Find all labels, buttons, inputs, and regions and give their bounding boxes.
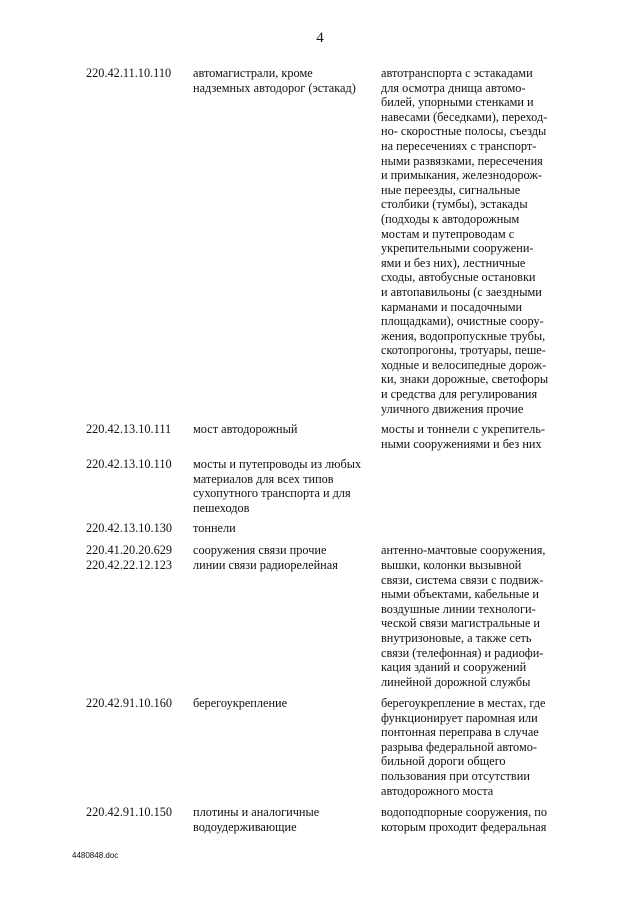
- row-description: [381, 696, 576, 798]
- text-line: и автопавильоны (с заездными: [381, 284, 542, 299]
- text-line: линии связи радиорелейная: [193, 558, 338, 572]
- table-row: [86, 422, 576, 457]
- text-line: ческой связи магистральные и: [381, 616, 541, 631]
- row-name: [193, 558, 381, 573]
- text-line: мостам и путепроводам с: [381, 226, 515, 241]
- row-name: [193, 805, 381, 834]
- text-line: функционирует паромная или: [381, 710, 538, 725]
- row-name: [193, 696, 381, 711]
- text-line: пешеходов: [193, 500, 250, 515]
- row-description: [381, 543, 576, 558]
- text-line: ными сооружениями и без них: [381, 436, 542, 451]
- text-line: воздушные линии технологи-: [381, 601, 536, 616]
- document-filename: 4480848.doc: [72, 851, 119, 860]
- text-line: ными объектами, кабельные и: [381, 587, 539, 602]
- text-line: укрепительными сооружени-: [381, 241, 534, 256]
- text-line: вышки, колонки вызывной: [381, 558, 522, 572]
- text-line: линейной дорожной службы: [381, 674, 531, 689]
- text-line: ки, знаки дорожные, светофоры: [381, 372, 549, 387]
- text-line: столбики (тумбы), эстакады: [381, 197, 528, 212]
- text-line: сходы, автобусные остановки: [381, 270, 536, 285]
- row-code: 220.42.22.12.123: [86, 558, 173, 572]
- row-name: [193, 66, 381, 95]
- text-line: автомагистрали, кроме: [193, 66, 313, 80]
- row-code: 220.42.13.10.111: [86, 422, 172, 436]
- text-line: плотины и аналогичные: [193, 805, 320, 819]
- row-code: 220.42.91.10.150: [86, 805, 173, 819]
- text-line: билей, упорными стенками и: [381, 95, 534, 110]
- table-row: [86, 66, 576, 422]
- text-line: жения, водопропускные трубы,: [381, 328, 546, 343]
- text-line: берегоукрепление в местах, где: [381, 696, 546, 710]
- text-line: понтонная переправа в случае: [381, 725, 539, 740]
- row-code: 220.41.20.20.629: [86, 543, 173, 557]
- text-line: мост автодорожный: [193, 422, 298, 436]
- classification-table: [86, 66, 576, 837]
- text-line: но- скоростные полосы, съезды: [381, 124, 547, 139]
- table-row: [86, 558, 576, 696]
- text-line: и примыкания, железнодорож-: [381, 168, 542, 183]
- text-line: берегоукрепление: [193, 696, 288, 710]
- text-line: водоподпорные сооружения, по: [381, 805, 548, 819]
- row-description: [381, 66, 576, 416]
- text-line: скотопрогоны, тротуары, пеше-: [381, 343, 546, 358]
- text-line: водоудерживающие: [193, 819, 297, 834]
- row-name: [193, 521, 381, 536]
- text-line: мосты и путепроводы из любых: [193, 457, 362, 471]
- text-line: на пересечениях с транспорт-: [381, 138, 537, 153]
- text-line: ными развязками, пересечения: [381, 153, 543, 168]
- row-name: [193, 543, 381, 558]
- text-line: ходные и велосипедные дорож-: [381, 357, 547, 372]
- row-code: 220.42.13.10.130: [86, 521, 173, 535]
- text-line: автотранспорта с эстакадами: [381, 66, 533, 80]
- row-description: [381, 422, 576, 451]
- text-line: сооружения связи прочие: [193, 543, 327, 557]
- row-description: [381, 805, 576, 834]
- text-line: материалов для всех типов: [193, 471, 334, 486]
- text-line: для осмотра днища автомо-: [381, 80, 526, 95]
- text-line: связи, система связи с подвиж-: [381, 572, 544, 587]
- text-line: (подходы к автодорожным: [381, 211, 520, 226]
- text-line: антенно-мачтовые сооружения,: [381, 543, 546, 557]
- text-line: сухопутного транспорта и для: [193, 486, 351, 501]
- text-line: ями и без них), лестничные: [381, 255, 526, 270]
- text-line: мосты и тоннели с укрепитель-: [381, 422, 545, 436]
- table-row: [86, 521, 576, 543]
- text-line: уличного движения прочие: [381, 401, 524, 416]
- text-line: автодорожного моста: [381, 783, 494, 798]
- table-row: [86, 805, 576, 837]
- row-code: 220.42.91.10.160: [86, 696, 173, 710]
- text-line: внутризоновые, а также сеть: [381, 630, 532, 645]
- text-line: и средства для регулирования: [381, 387, 538, 402]
- text-line: разрыва федеральной автомо-: [381, 739, 537, 754]
- text-line: связи (телефонная) и радиофи-: [381, 645, 544, 660]
- text-line: надземных автодорог (эстакад): [193, 80, 356, 95]
- table-row: [86, 696, 576, 805]
- text-line: кация зданий и сооружений: [381, 660, 527, 675]
- text-line: навесами (беседками), переход-: [381, 109, 548, 124]
- text-line: карманами и посадочными: [381, 299, 523, 314]
- row-name: [193, 457, 381, 515]
- text-line: тоннели: [193, 521, 236, 535]
- row-code: 220.42.13.10.110: [86, 457, 172, 471]
- row-name: [193, 422, 381, 437]
- table-row: [86, 457, 576, 521]
- text-line: бильной дороги общего: [381, 754, 506, 769]
- row-code: 220.42.11.10.110: [86, 66, 172, 80]
- text-line: площадками), очистные соору-: [381, 314, 544, 329]
- table-row: [86, 543, 576, 558]
- text-line: ные переезды, сигнальные: [381, 182, 521, 197]
- row-description: [381, 558, 576, 689]
- page-number: 4: [316, 30, 324, 46]
- text-line: пользования при отсутствии: [381, 768, 530, 783]
- text-line: которым проходит федеральная: [381, 819, 547, 834]
